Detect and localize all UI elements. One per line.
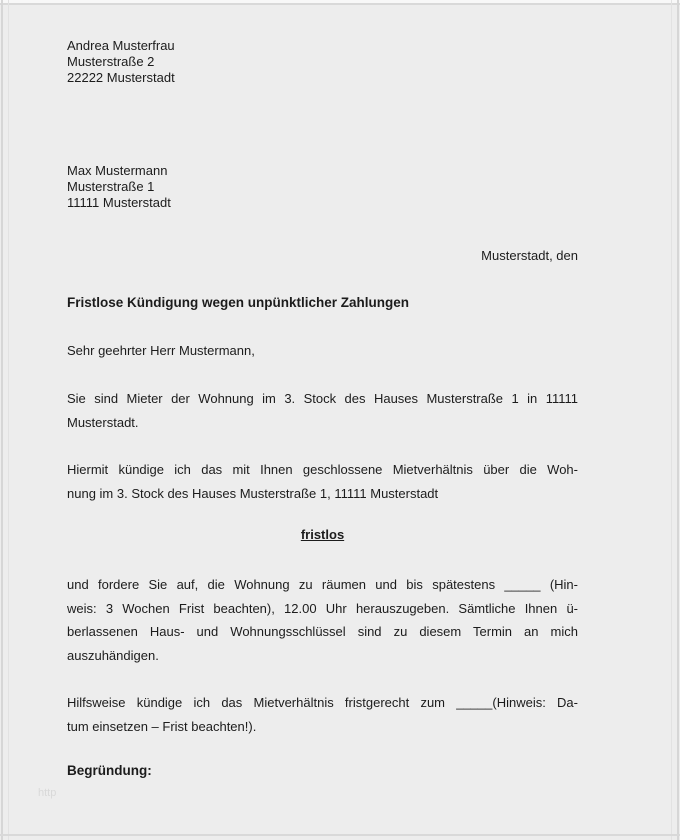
text-line: weis: 3 Wochen Frist beachten), 12.00 Uhr herauszugeben. Sämtliche Ihnen ü- [67,600,578,616]
text-line: nung im 3. Stock des Hauses Musterstraße 1, 11111 Musterstadt [67,485,439,501]
text-line: 11111 Musterstadt [67,195,171,210]
page-edge-left-outer [1,0,3,840]
paragraph-vacate-demand [67,573,578,667]
paragraph-termination [67,458,578,505]
emphasis-fristlos: fristlos [300,527,345,542]
subject-line: Fristlose Kündigung wegen unpünktlicher Zahlungen [67,295,410,310]
sender-address [67,38,578,86]
page-edge-right-outer [677,0,679,840]
text-line: Musterstraße 1 [67,179,155,194]
text-line: und fordere Sie auf, die Wohnung zu räumen und bis spätestens _____ (Hin- [67,577,578,592]
text-line: Andrea Musterfrau [67,38,175,53]
text-line: Musterstadt. [67,414,139,430]
text-line: 22222 Musterstadt [67,70,175,85]
page-edge-bottom-line [0,834,680,836]
reason-heading: Begründung: [67,763,152,778]
text-line: Sie sind Mieter der Wohnung im 3. Stock des Hauses Musterstraße 1 in 11111 [67,391,578,406]
page-edge-left-inner [8,0,9,840]
text-line: berlassenen Haus- und Wohnungsschlüssel sind zu diesem Termin an mich [67,624,578,639]
page-edge-right-inner [671,0,672,840]
date-line: Musterstadt, den [481,248,578,263]
text-line: Max Mustermann [67,163,168,178]
salutation: Sehr geehrter Herr Mustermann, [67,343,255,358]
text-line: Musterstraße 2 [67,54,155,69]
watermark-text: http [38,787,57,799]
paragraph-tenant-info [67,387,578,434]
text-line: Hiermit kündige ich das mit Ihnen geschlossene Mietverhältnis über die Woh- [67,462,578,477]
text-line: auszuhändigen. [67,647,159,663]
text-line: tum einsetzen – Frist beachten!). [67,718,257,734]
recipient-address [67,163,578,211]
letter-content [67,5,578,779]
paragraph-alternative-termination [67,691,578,738]
text-line: Hilfsweise kündige ich das Mietverhältnis fristgerecht zum _____(Hinweis: Da- [67,695,578,710]
